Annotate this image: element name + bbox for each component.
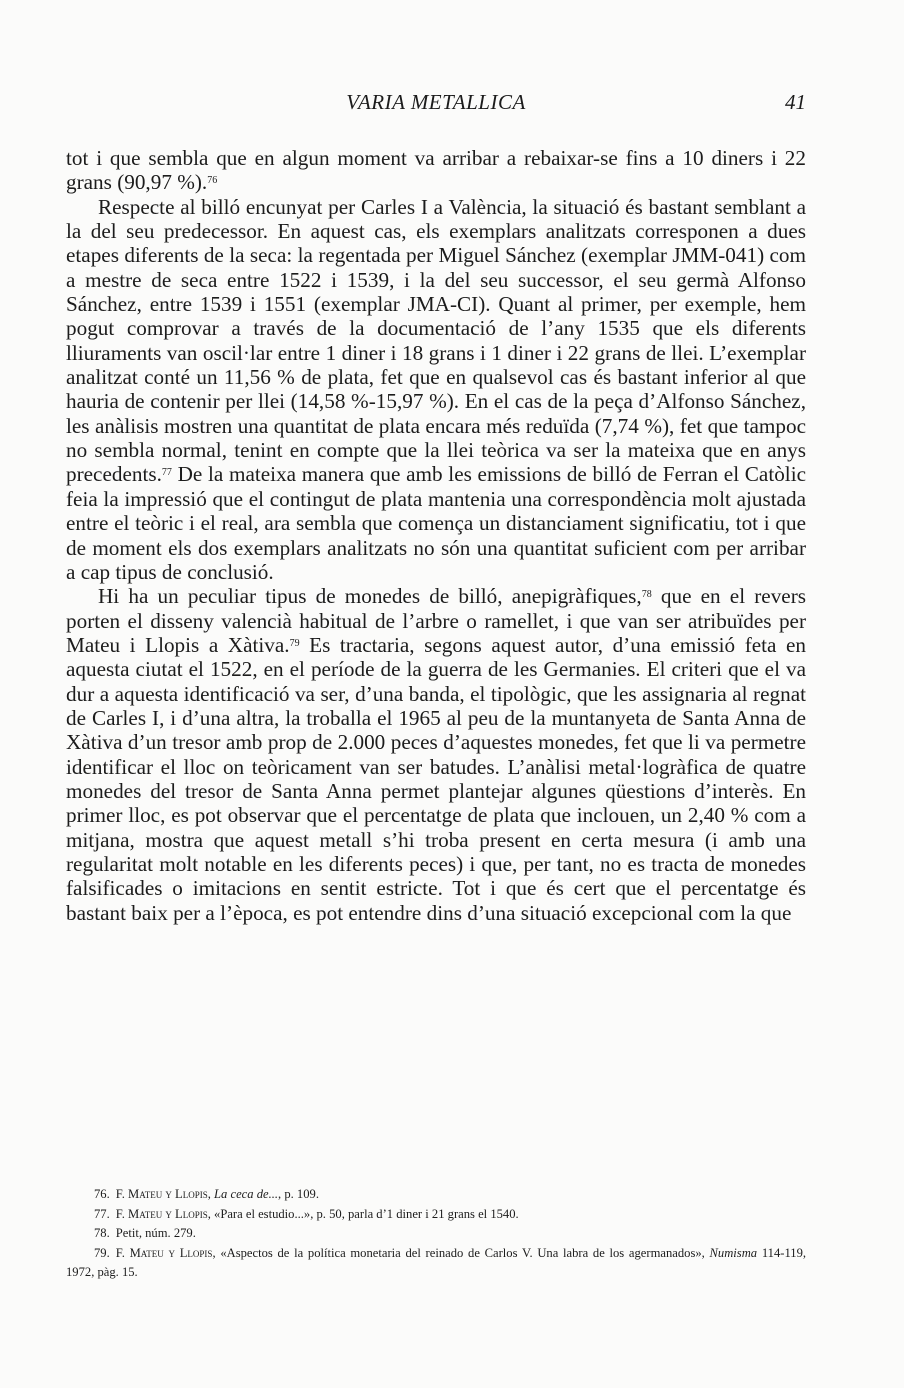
body-text <box>66 146 806 925</box>
footnote-78 <box>66 1224 806 1244</box>
footnotes <box>66 1185 806 1283</box>
paragraph-text: tot i que sembla que en algun moment va arribar a rebaixar-se fins a 10 diners i 22 grans (90,97 %). <box>66 146 806 195</box>
footnote-text: «Aspectos de la política monetaria del reinado de Carlos V. Una labra de los agermanados», <box>220 1245 710 1260</box>
footnote-ref-78: 78 <box>641 589 652 601</box>
footnote-number: 78. <box>94 1226 110 1240</box>
paragraph-text: Respecte al billó encunyat per Carles I a València, la situació és bastant semblant a la del seu predecessor. En aquest cas, els exemplars analitzats corresponen a dues etapes diferents de la seca: la regentada per Miguel Sánchez (exemplar JMM-041) com a mestre de seca entre 1522 i 1539, i la del seu successor, el seu germà Alfonso Sánchez, entre 1539 i 1551 (exemplar JMA-CI). Quant al primer, per exemple, hem pogut comprovar a través de la documentació de l’any 1535 que els diferents lliuraments van oscil·lar entre 1 diner i 18 grans i 1 diner i 22 grans de llei. L’exemplar analitzat conté un 11,56 % de plata, fet que en qualsevol cas és bastant inferior al que hauria de contenir per llei (14,58 %-15,97 %). En el cas de la peça d’Alfonso Sánchez, les anàlisis mostren una quantitat de plata encara més reduïda (7,74 %), fet que tampoc no sembla normal, tenint en compte que la llei teòrica va ser la mateixa que en anys precedents. <box>66 194 806 487</box>
page-number: 41 <box>785 90 806 114</box>
paragraph-1 <box>66 146 806 195</box>
paragraph-text: Hi ha un peculiar tipus de monedes de billó, anepigràfiques, <box>98 584 642 609</box>
footnote-ref-77: 77 <box>161 467 172 479</box>
footnote-separator: , <box>212 1245 221 1260</box>
footnote-separator: , <box>207 1206 215 1221</box>
paragraph-text: Es tractaria, segons aquest autor, d’una emissió feta en aquesta ciutat el 1522, en el període de la guerra de les Germanies. El criteri que el va dur a aquesta identificació va ser, d’una banda, el tipològic, que les assignaria al regnat de Carles I, i d’una altra, la troballa el 1965 al peu de la muntanyeta de Santa Anna de Xàtiva d’un tresor amb prop de 2.000 peces d’aquestes monedes, fet que li va permetre identificar el lloc on teòricament van ser batudes. L’anàlisi metal·logràfica de quatre monedes del tresor de Santa Anna permet plantejar algunes qüestions d’interès. En primer lloc, es pot observar que el percentatge de plata que inclouen, un 2,40 % com a mitjana, mostra que aquest metall s’hi troba present en certa mesura (i amb una regularitat molt notable en les diferents peces) i que, per tant, no es tracta de monedes falsificades o imitacions en sentit estricte. Tot i que és cert que el percentatge és bastant baix per a l’època, es pot entendre dins d’una situació excepcional com la que <box>66 632 806 925</box>
running-head <box>66 90 806 120</box>
footnote-text: 114-119, 1972, pàg. 15. <box>66 1245 807 1279</box>
footnote-number: 77. <box>94 1206 110 1221</box>
footnote-author: F. Mateu y Llopis <box>115 1187 208 1201</box>
footnote-text: Petit, núm. 279. <box>115 1226 196 1240</box>
paragraph-2 <box>66 195 806 585</box>
footnote-ref-79: 79 <box>289 637 300 649</box>
footnote-separator: , <box>207 1187 215 1201</box>
footnote-text: «Para el estudio...», p. 50, parla d’1 diner i 21 grans el 1540. <box>214 1206 519 1221</box>
footnote-work-title: La ceca de... <box>214 1187 279 1201</box>
footnote-ref-76: 76 <box>207 175 218 187</box>
paragraph-3 <box>66 584 806 925</box>
footnote-journal-title: Numisma <box>709 1245 758 1260</box>
footnote-number: 76. <box>94 1187 110 1201</box>
footnote-79 <box>66 1244 806 1283</box>
footnote-author: F. Mateu y Llopis <box>115 1206 208 1221</box>
footnote-number: 79. <box>94 1245 110 1260</box>
running-title: VARIA METALLICA <box>346 90 526 114</box>
footnote-77 <box>66 1205 806 1225</box>
paragraph-text: De la mateixa manera que amb les emissions de billó de Ferran el Catòlic feia la impressió que el contingut de plata mantenia una correspondència molt ajustada entre el teòric i el real, ara sembla que comença un distanciament significatiu, tot i que de moment els dos exemplars analitzats no són una quantitat suficient com per arribar a cap tipus de conclusió. <box>66 462 806 584</box>
footnote-author: F. Mateu y Llopis <box>115 1245 213 1260</box>
footnote-text: , p. 109. <box>278 1187 319 1201</box>
footnote-76 <box>66 1185 806 1205</box>
paragraph-text: que en el revers porten el disseny valencià habitual de l’arbre o ramellet, i que van ser atribuïdes per Mateu i Llopis a Xàtiva. <box>66 584 806 657</box>
